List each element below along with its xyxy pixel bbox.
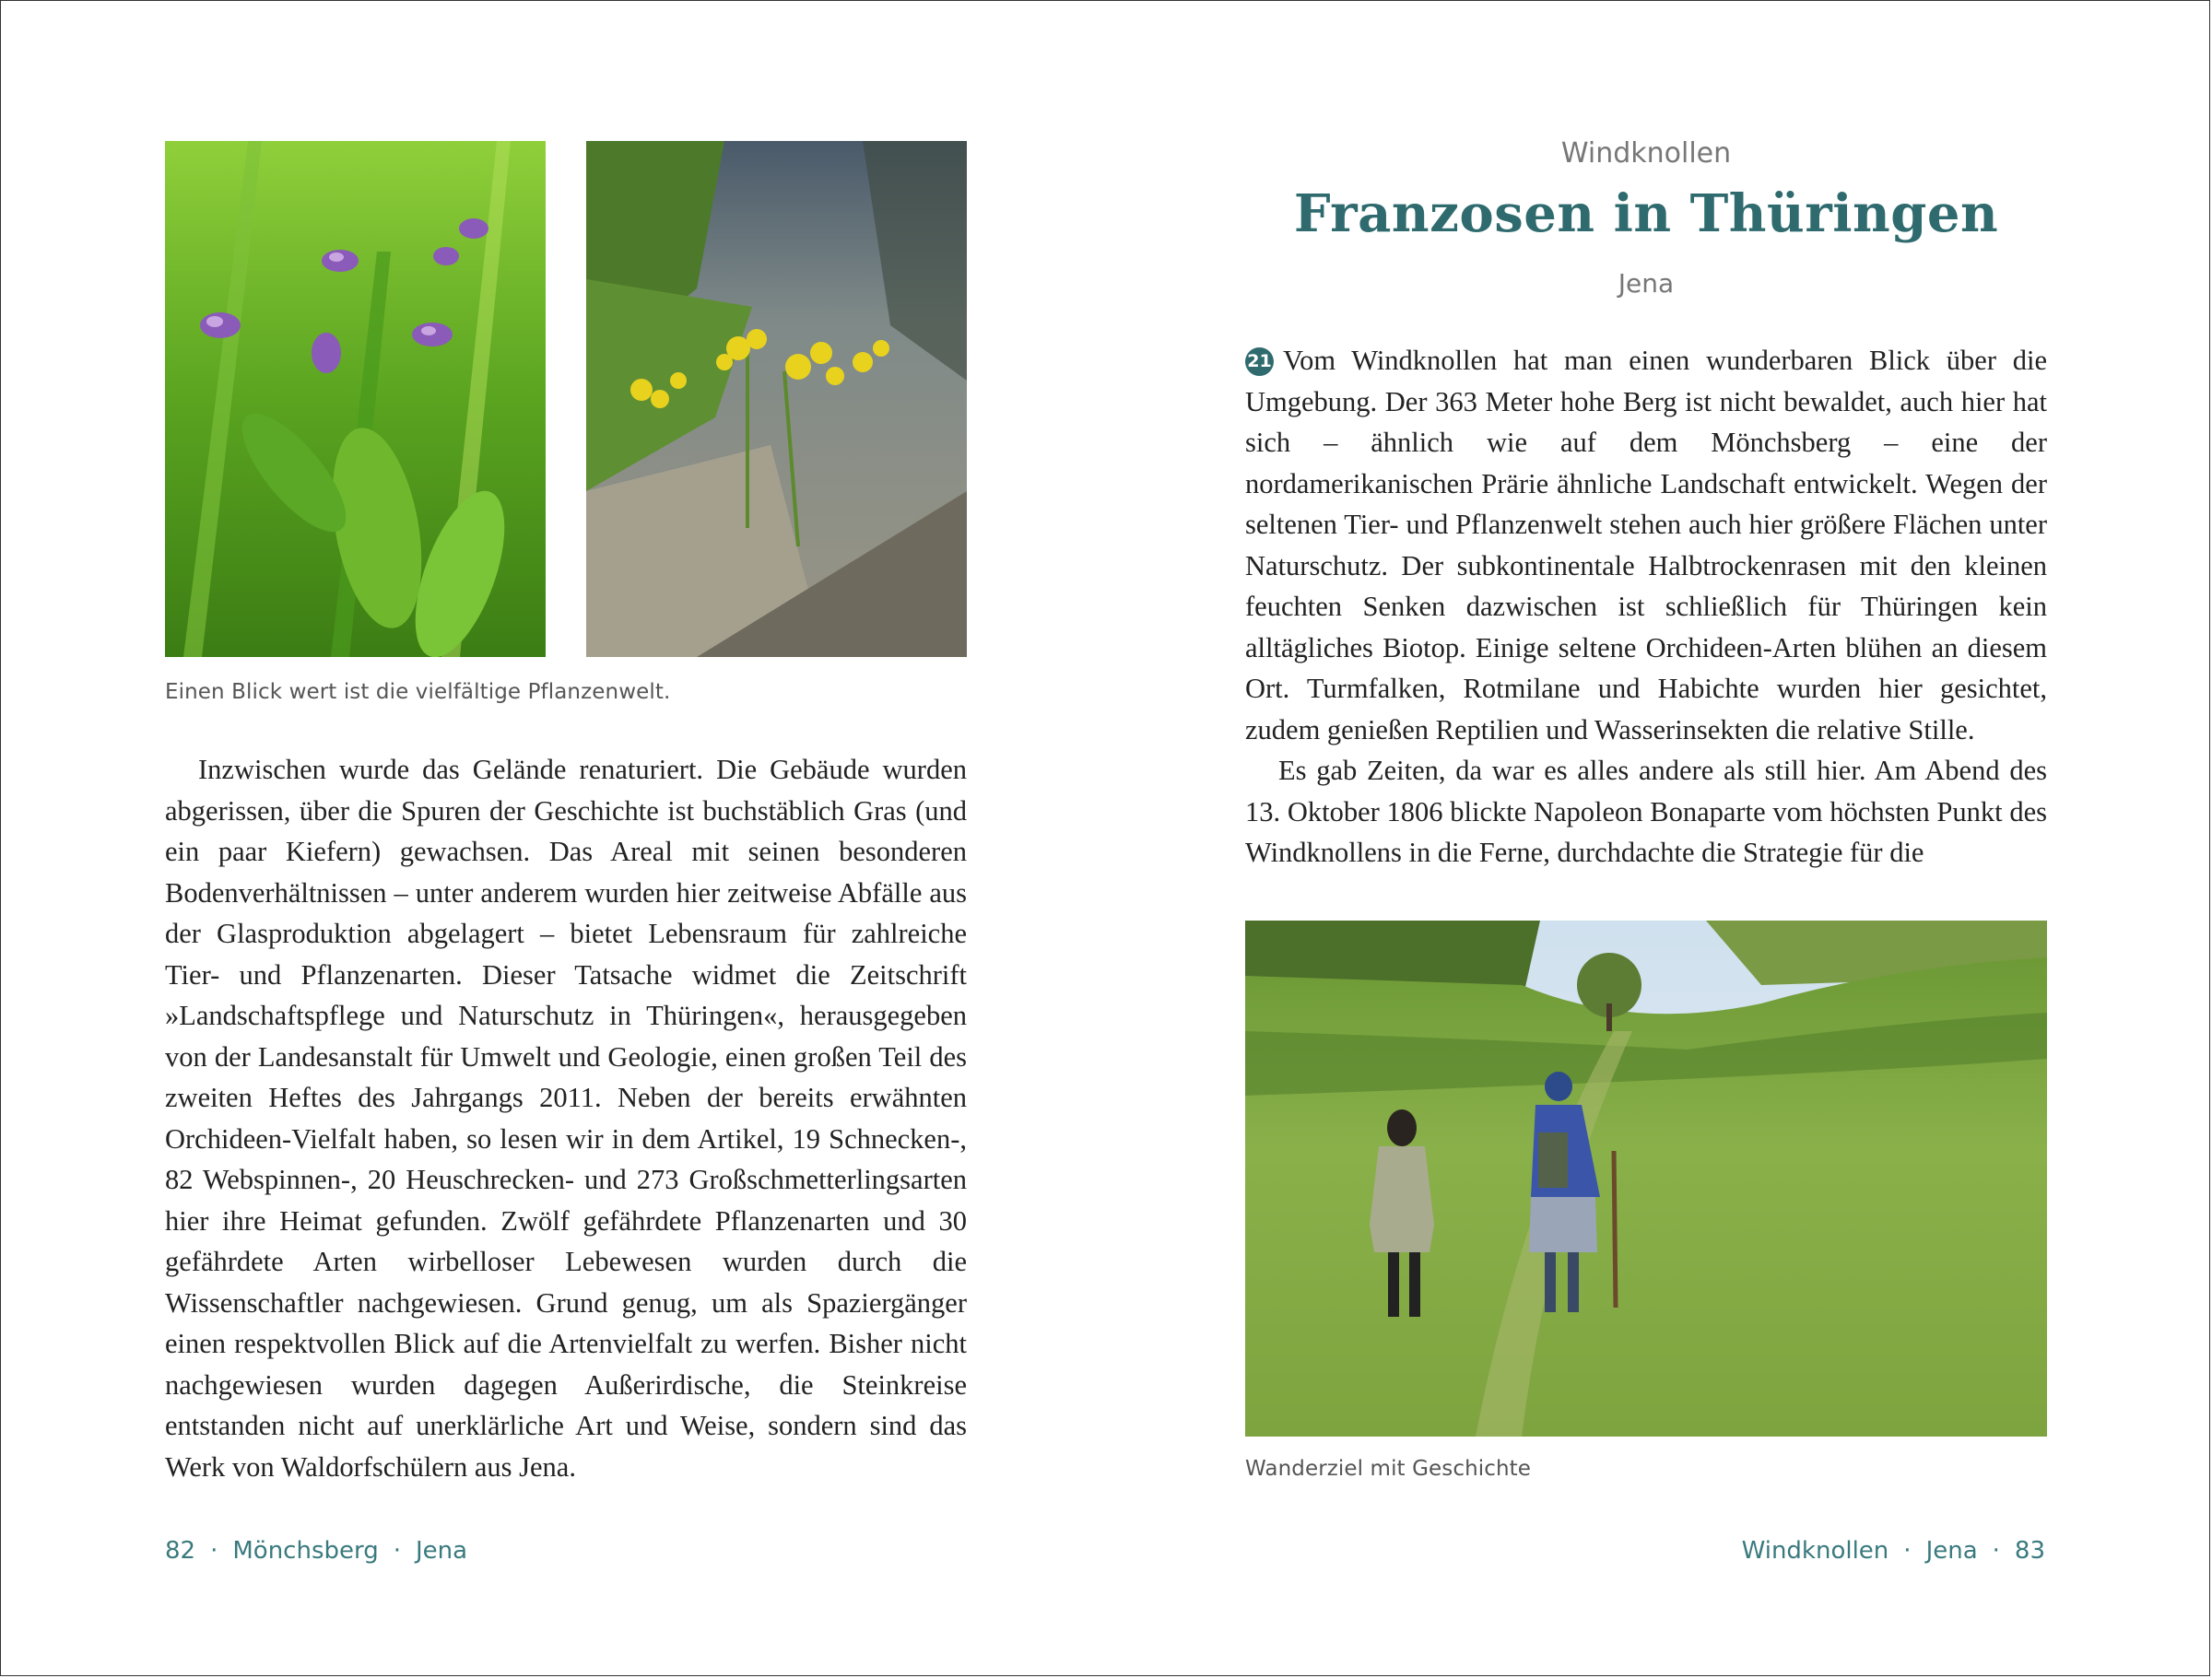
photo-yellow-flower-slope — [586, 141, 967, 657]
left-folio-separator-2: · — [393, 1537, 401, 1565]
left-folio-separator: · — [210, 1537, 218, 1565]
left-photo-caption: Einen Blick wert ist die vielfältige Pflanzenwelt. — [165, 680, 671, 704]
right-body-text — [1245, 340, 2047, 874]
chapter-kicker: Windknollen — [1560, 137, 1732, 170]
right-folio — [1742, 1537, 2045, 1565]
left-page-number: 82 — [165, 1537, 196, 1565]
right-photo-caption: Wanderziel mit Geschichte — [1245, 1457, 1532, 1481]
right-folio-separator: · — [1903, 1537, 1912, 1565]
chapter-headline: Franzosen in Thüringen — [1293, 183, 1999, 244]
left-page — [1, 1, 1106, 1675]
location-marker-badge: 21 — [1245, 347, 1274, 376]
chapter-subline: Jena — [1618, 268, 1675, 299]
right-folio-place: Jena — [1925, 1537, 1978, 1565]
photo-vetch-flowers — [165, 141, 546, 657]
right-folio-separator-2: · — [1992, 1537, 2000, 1565]
photo-hikers-meadow — [1245, 921, 2047, 1437]
left-paragraph: Inzwischen wurde das Gelände renaturiert. Die Gebäude wurden abgerissen, über die Spuren der Geschichte ist buchstäblich Gras (und ein paar Kiefern) gewachsen. Das Areal mit seinen besonderen Bodenverhältnissen – unter anderem wurden hier zeitweise Abfälle aus der Glasproduktion abgelagert – bietet Lebensraum für zahlreiche Tier- und Pflanzenarten. Dieser Tatsache widmet die Zeitschrift »Landschaftspflege und Naturschutz in Thüringen«, herausgegeben von der Landesanstalt für Umwelt und Geologie, einen großen Teil des zweiten Heftes des Jahrgangs 2011. Neben der bereits erwähnten Orchideen-Vielfalt haben, so lesen wir in dem Artikel, 19 Schnecken-, 82 Webspinnen-, 20 Heuschrecken- und 273 Großschmetterlingsarten hier ihre Heimat gefunden. Zwölf gefährdete Pflanzenarten und 30 gefährdete Arten wirbelloser Lebewesen wurden durch die Wissenschaftler nachgewiesen. Grund genug, um als Spaziergänger einen respektvollen Blick auf die Artenvielfalt zu werfen. Bisher nicht nachgewiesen wurden dagegen Außerirdische, die Steinkreise entstanden nicht auf unerklärliche Art und Weise, sondern sind das Werk von Waldorfschülern aus Jena. — [165, 754, 967, 1483]
right-paragraph-1-text: Vom Windknollen hat man einen wunderbaren Blick über die Umgebung. Der 363 Meter hohe Berg ist nicht bewaldet, auch hier hat sich – ähnlich wie auf dem Mönchsberg – eine der nordamerikanischen Prärie ähnliche Landschaft entwickelt. Wegen der seltenen Tier- und Pflanzenwelt stehen auch hier größere Flächen unter Naturschutz. Der subkontinentale Halbtrockenrasen mit den kleinen feuchten Senken dazwischen ist schließlich für Thüringen kein alltägliches Biotop. Einige seltene Orchideen-Arten blühen an diesem Ort. Turmfalken, Rotmilane und Habichte wurden hier gesichtet, zudem genießen Reptilien und Wasserinsekten die relative Stille. — [1245, 345, 2047, 745]
left-folio — [165, 1537, 467, 1565]
right-paragraph-1 — [1245, 340, 2047, 750]
left-body-text — [165, 749, 967, 1487]
right-folio-section: Windknollen — [1741, 1537, 1889, 1565]
left-folio-place: Jena — [416, 1537, 468, 1565]
right-page-number: 83 — [2014, 1537, 2045, 1565]
right-paragraph-2: Es gab Zeiten, da war es alles andere als still hier. Am Abend des 13. Oktober 1806 blickte Napoleon Bonaparte vom höchsten Punkt des Windknollens in die Ferne, durchdachte die Strategie für die — [1245, 755, 2047, 868]
left-folio-section: Mönchsberg — [232, 1537, 379, 1565]
